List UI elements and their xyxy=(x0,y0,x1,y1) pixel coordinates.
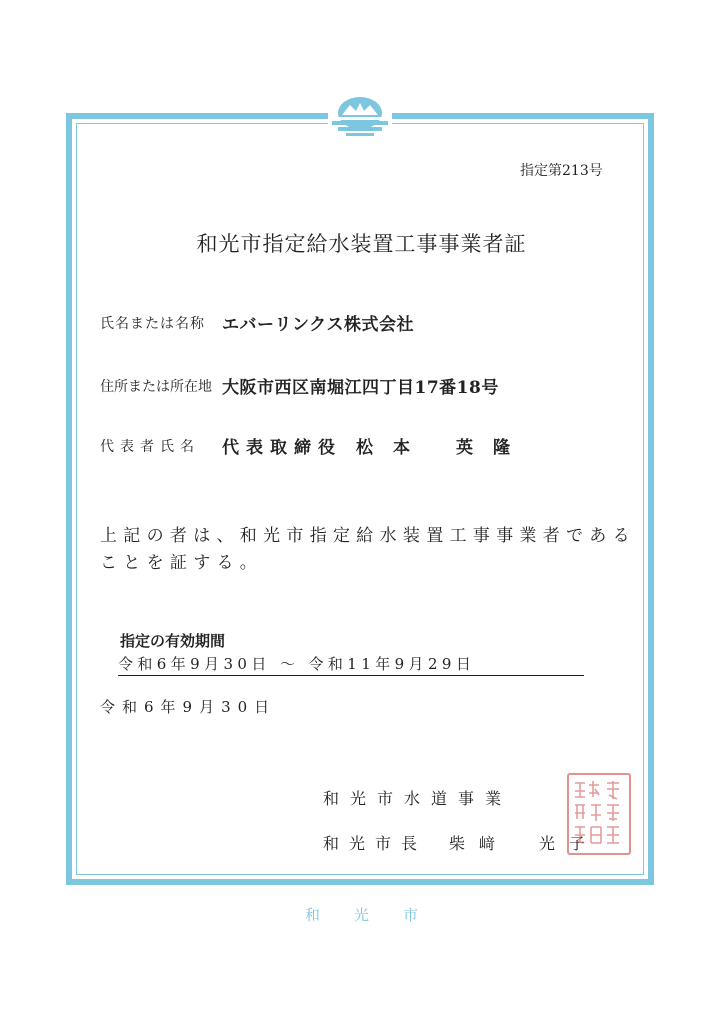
certification-statement: 上記の者は、和光市指定給水装置工事事業者であることを証する。 xyxy=(100,526,636,573)
certificate-number: 指定第213号 xyxy=(520,163,603,179)
name-label: 氏名または名称 xyxy=(100,316,205,332)
validity-period-dates: 令和6年9月30日 ～ 令和11年9月29日 xyxy=(118,653,584,676)
address-value: 大阪市西区南堀江四丁目17番18号 xyxy=(222,378,499,398)
footer-city-name: 和光市 xyxy=(304,906,452,924)
issuer-mayor-title: 和光市長 xyxy=(323,834,428,853)
name-value: エバーリンクス株式会社 xyxy=(222,315,414,335)
address-label: 住所または所在地 xyxy=(100,379,212,395)
representative-value xyxy=(222,433,530,458)
issuer-mayor xyxy=(323,831,599,854)
issuer-bureau: 和光市水道事業 xyxy=(323,789,513,808)
certificate-title: 和光市指定給水装置工事事業者証 xyxy=(196,232,527,256)
city-emblem-icon xyxy=(328,93,392,139)
representative-label: 代表者氏名 xyxy=(100,439,200,455)
official-seal-icon xyxy=(567,773,631,855)
representative-title: 代表取締役 xyxy=(222,438,342,458)
validity-period-label: 指定の有効期間 xyxy=(120,632,226,650)
issuer-mayor-name: 柴﨑 光子 xyxy=(449,834,600,853)
representative-given-name: 英隆 xyxy=(456,438,530,458)
representative-surname: 松本 xyxy=(356,438,430,458)
issue-date: 令和6年9月30日 xyxy=(100,698,277,716)
